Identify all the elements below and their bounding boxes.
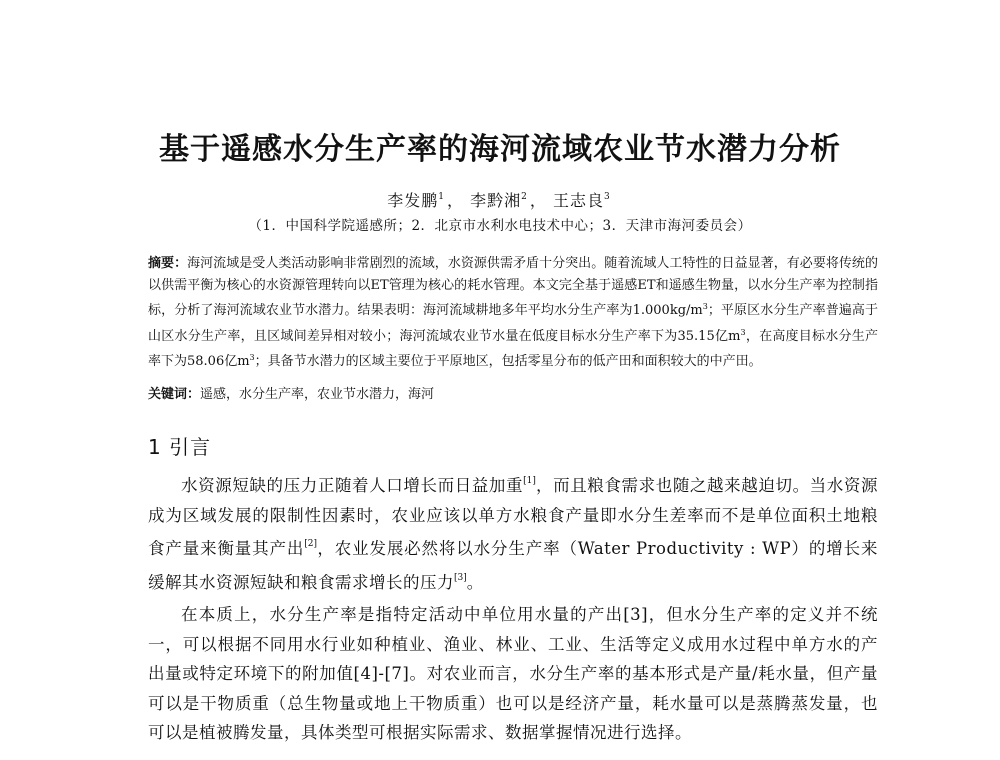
author-list	[0, 188, 1000, 211]
section-heading: 1 引言	[148, 435, 212, 459]
abstract-text: ；平原区水分生产率普遍高于山区水分生产率，且区域间差异相对较小；海河流域农业节水量在低度目标水分生产率下为35.15亿m	[148, 303, 878, 344]
paragraph-text: ，农业发展必然将以水分生产率（Water Productivity : WP）的增长来缓解其水资源短缺和粮食需求增长的压力	[148, 539, 879, 592]
intro-paragraph: 在本质上，水分生产率是指特定活动中单位用水量的产出[3]，但水分生产率的定义并不统一，可以根据不同用水行业如种植业、渔业、林业、工业、生活等定义成用水过程中单方水的产出量或特定环境下的附加值[4]-[7]。对农业而言，水分生产率的基本形式是产量/耗水量，但产量可以是干物质重（总生物量或地上干物质重）也可以是经济产量，耗水量可以是蒸腾蒸发量，也可以是植被腾发量，具体类型可根据实际需求、数据掌握情况进行选择。	[148, 605, 878, 742]
citation-mark: [3]	[454, 572, 467, 583]
intro-body	[148, 467, 878, 748]
citation-mark: [2]	[304, 539, 318, 549]
citation-mark: [1]	[523, 476, 536, 486]
keywords	[148, 383, 878, 402]
paragraph-text: 水资源短缺的压力正随着人口增长而日益加重	[181, 476, 524, 495]
author-separator: ，	[447, 191, 465, 210]
abstract-text: 海河流域是受人类活动影响非常剧烈的流域，水资源供需矛盾十分突出。随着流域人工特性的日益显著，有必要将传统的以供需平衡为核心的水资源管理转向以ET管理为核心的耗水管理。本文完全基于遥感ET和遥感生物量，以水分生产率为控制指标，分析了海河流域农业节水潜力。结果表明：海河流域耕地多年平均水分生产率为1.000kg/m	[148, 256, 878, 318]
unit-exponent: 3	[740, 327, 746, 337]
keywords-label: 关键词：	[148, 387, 201, 402]
abstract-text: ，在高度目标水分生产率下为58.06亿m	[148, 328, 878, 369]
unit-exponent: 3	[249, 353, 255, 362]
unit-exponent: 3	[702, 302, 708, 311]
abstract	[148, 253, 878, 373]
paragraph-text: ，而且粮食需求也随之越来越迫切。当水资源成为区域发展的限制性因素时，农业应该以单方水粮食产量即水分生差率而不是单位面积土地粮食产量来衡量其产出	[148, 476, 879, 558]
abstract-text: ；具备节水潜力的区域主要位于平原地区，包括零星分布的低产田和面积较大的中产田。	[254, 354, 762, 369]
author-affiliation-mark: 1	[438, 192, 446, 202]
abstract-label: 摘要：	[148, 256, 188, 271]
author-affiliation-mark: 3	[604, 192, 611, 202]
paper-title: 基于遥感水分生产率的海河流域农业节水潜力分析	[159, 132, 841, 167]
keywords-text: 遥感，水分生产率，农业节水潜力，海河	[200, 387, 435, 402]
author-name: 李黔湘	[470, 191, 522, 210]
author-affiliation-mark: 2	[521, 192, 528, 202]
affiliations: （1．中国科学院遥感所；2．北京市水利水电技术中心；3．天津市海河委员会）	[248, 218, 752, 234]
author-name: 李发鹏	[387, 191, 439, 210]
paragraph-text: 。	[466, 572, 484, 592]
author-name: 王志良	[552, 191, 604, 210]
intro-paragraph	[148, 467, 878, 597]
author-separator: ，	[529, 191, 547, 210]
